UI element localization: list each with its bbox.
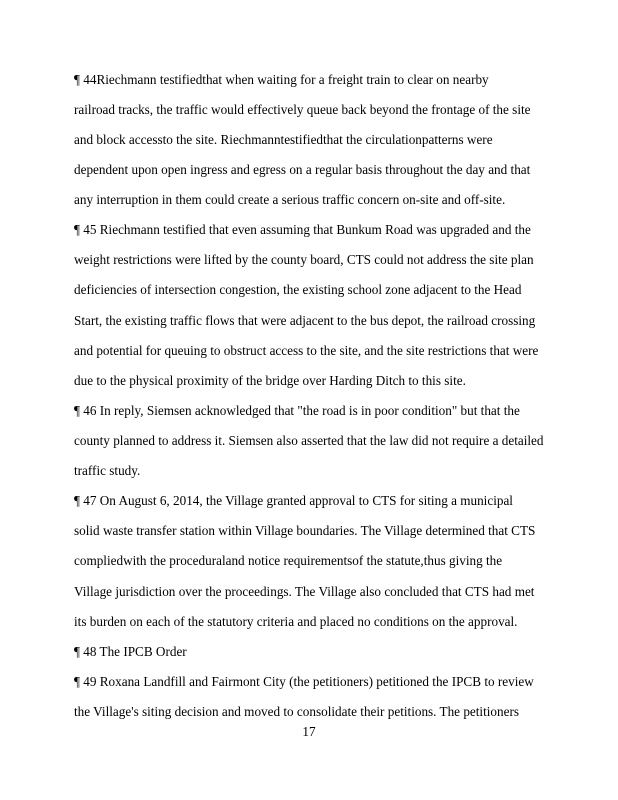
page-number: 17 <box>302 724 316 739</box>
text-line: due to the physical proximity of the bridge over Harding Ditch to this site. <box>74 373 466 388</box>
text-line: Village jurisdiction over the proceedings. The Village also concluded that CTS had met <box>74 584 535 599</box>
text-line: railroad tracks, the traffic would effectively queue back beyond the frontage of the site <box>74 102 531 117</box>
text-line: and potential for queuing to obstruct access to the site, and the site restrictions that were <box>74 343 539 358</box>
text-line: deficiencies of intersection congestion, the existing school zone adjacent to the Head <box>74 282 522 297</box>
section-heading: ¶ 48 The IPCB Order <box>74 644 187 659</box>
text-line: the Village's siting decision and moved to consolidate their petitions. The petitioners <box>74 704 519 719</box>
text-line: Start, the existing traffic flows that were adjacent to the bus depot, the railroad crossing <box>74 313 536 328</box>
text-line: ¶ 49 Roxana Landfill and Fairmont City (the petitioners) petitioned the IPCB to review <box>74 674 534 689</box>
text-line: weight restrictions were lifted by the county board, CTS could not address the site plan <box>74 252 534 267</box>
text-line: county planned to address it. Siemsen also asserted that the law did not require a detailed <box>74 433 544 448</box>
text-line: ¶ 45 Riechmann testified that even assuming that Bunkum Road was upgraded and the <box>74 222 531 237</box>
text-line: compliedwith the proceduraland notice requirementsof the statute,thus giving the <box>74 553 503 568</box>
text-line: and block accessto the site. Riechmanntestifiedthat the circulationpatterns were <box>74 132 493 147</box>
text-line: dependent upon open ingress and egress on a regular basis throughout the day and that <box>74 162 531 177</box>
text-line: ¶ 46 In reply, Siemsen acknowledged that "the road is in poor condition" but that the <box>74 403 520 418</box>
text-line: its burden on each of the statutory criteria and placed no conditions on the approval. <box>74 614 518 629</box>
text-line: solid waste transfer station within Village boundaries. The Village determined that CTS <box>74 523 536 538</box>
text-line: any interruption in them could create a serious traffic concern on-site and off-site. <box>74 192 506 207</box>
text-line: ¶ 44Riechmann testifiedthat when waiting for a freight train to clear on nearby <box>74 72 489 87</box>
text-line: ¶ 47 On August 6, 2014, the Village granted approval to CTS for siting a municipal <box>74 493 513 508</box>
text-line: traffic study. <box>74 463 141 478</box>
